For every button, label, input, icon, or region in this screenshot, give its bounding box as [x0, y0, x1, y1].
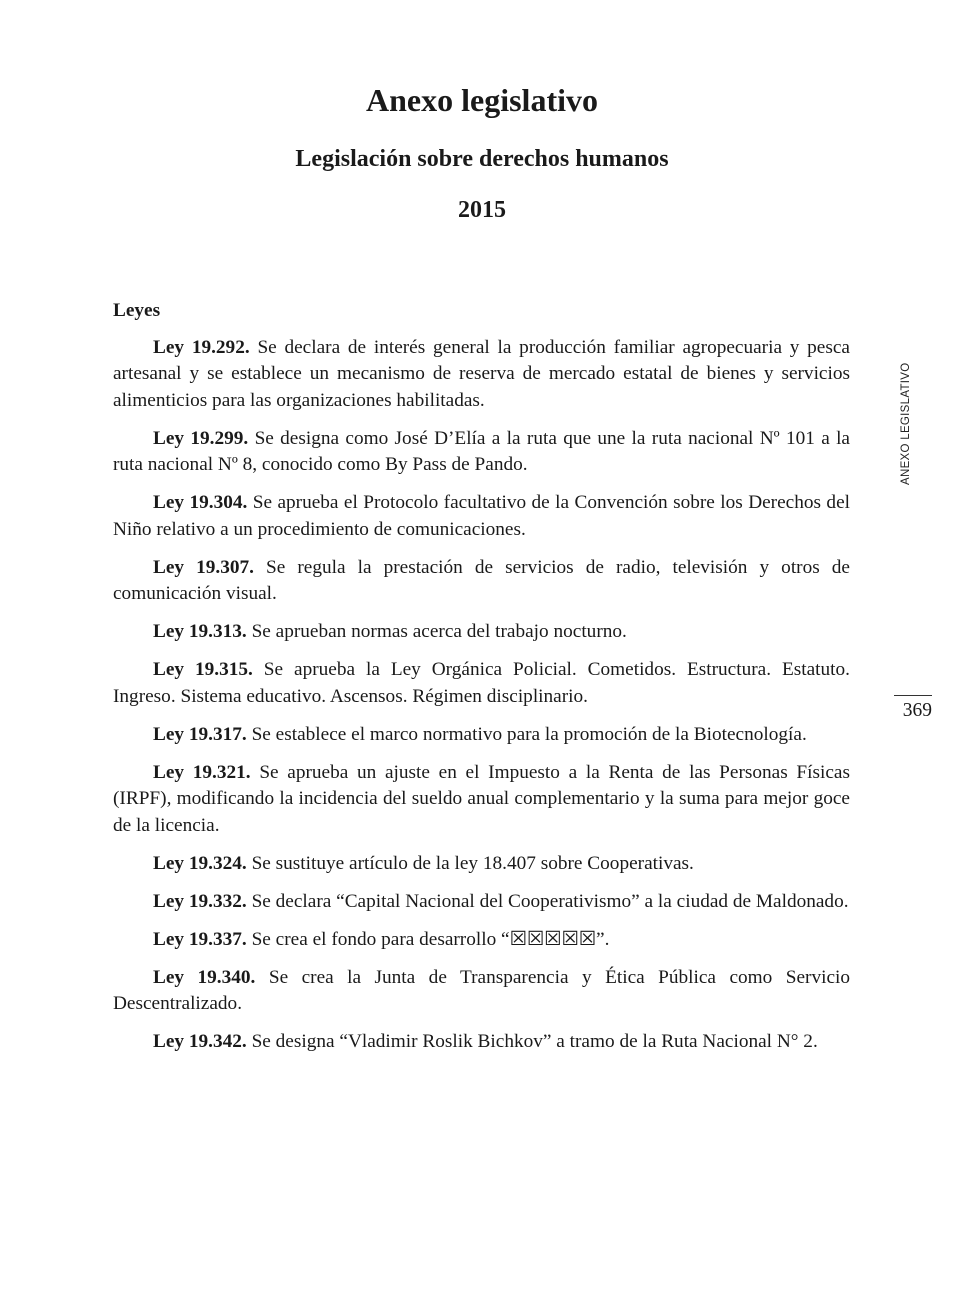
law-description: Se sustituye artículo de la ley 18.407 sobre Cooperativas.	[251, 852, 694, 874]
law-entry	[113, 760, 850, 840]
law-description: Se aprueban normas acerca del trabajo nocturno.	[251, 621, 627, 642]
page-number-rule	[894, 695, 932, 696]
page-title: Anexo legislativo	[366, 82, 598, 118]
law-description: Se crea la Junta de Transparencia y Ética Pública como Servicio Descentralizado.	[113, 966, 850, 1014]
law-list-section	[113, 298, 850, 1067]
law-description: Se regula la prestación de servicios de radio, televisión y otros de comunicación visual.	[113, 556, 850, 604]
law-number: Ley 19.299.	[153, 427, 249, 449]
law-entry	[113, 335, 850, 415]
law-number: Ley 19.342.	[153, 1031, 247, 1052]
law-number: Ley 19.315.	[153, 659, 253, 680]
law-number: Ley 19.324.	[153, 852, 247, 874]
law-description: Se declara de interés general la producción familiar agropecuaria y pesca artesanal y se establece un mecanismo de reserva de mercado estatal de bienes y servicios alimenticios para las organizaciones habilitadas.	[113, 336, 850, 411]
law-description: Se designa como José D’Elía a la ruta que une la ruta nacional Nº 101 a la ruta nacional Nº 8, conocido como By Pass de Pando.	[113, 427, 850, 475]
law-entry	[113, 657, 850, 710]
law-description: Se aprueba la Ley Orgánica Policial. Cometidos. Estructura. Estatuto. Ingreso. Sistema educativo. Ascensos. Régimen disciplinario.	[113, 659, 850, 707]
law-number: Ley 19.304.	[153, 492, 248, 513]
law-description: Se designa “Vladimir Roslik Bichkov” a tramo de la Ruta Nacional N° 2.	[251, 1031, 818, 1052]
law-entry	[113, 851, 850, 878]
law-number: Ley 19.307.	[153, 556, 254, 578]
law-description: Se crea el fondo para desarrollo “☒☒☒☒☒”.	[251, 928, 610, 950]
law-entry	[113, 619, 850, 646]
law-number: Ley 19.321.	[153, 761, 251, 783]
page-number: 369	[902, 700, 932, 721]
law-entry	[113, 965, 850, 1018]
section-heading: Leyes	[113, 300, 161, 321]
law-number: Ley 19.340.	[153, 966, 256, 988]
page-year: 2015	[458, 197, 506, 223]
law-description: Se aprueba el Protocolo facultativo de la Convención sobre los Derechos del Niño relativo a un procedimiento de comunicaciones.	[113, 492, 850, 540]
law-description: Se aprueba un ajuste en el Impuesto a la Renta de las Personas Físicas (IRPF), modificando la incidencia del sueldo anual complementario y la suma para mejor goce de la licencia.	[113, 761, 850, 836]
law-entry	[113, 1029, 850, 1056]
law-number: Ley 19.332.	[153, 890, 247, 912]
law-number: Ley 19.317.	[153, 723, 247, 745]
page-subtitle: Legislación sobre derechos humanos	[295, 146, 669, 172]
law-description: Se declara “Capital Nacional del Cooperativismo” a la ciudad de Maldonado.	[251, 890, 849, 912]
law-description: Se establece el marco normativo para la promoción de la Biotecnología.	[251, 723, 807, 745]
law-number: Ley 19.337.	[153, 928, 247, 950]
law-entry	[113, 722, 850, 749]
law-entry	[113, 490, 850, 543]
law-number: Ley 19.292.	[153, 336, 250, 358]
law-entry	[113, 426, 850, 479]
law-number: Ley 19.313.	[153, 621, 247, 642]
law-entry	[113, 555, 850, 608]
law-entry	[113, 889, 850, 916]
law-entry	[113, 927, 850, 954]
section-side-label: ANEXO LEGISLATIVO	[900, 362, 912, 485]
